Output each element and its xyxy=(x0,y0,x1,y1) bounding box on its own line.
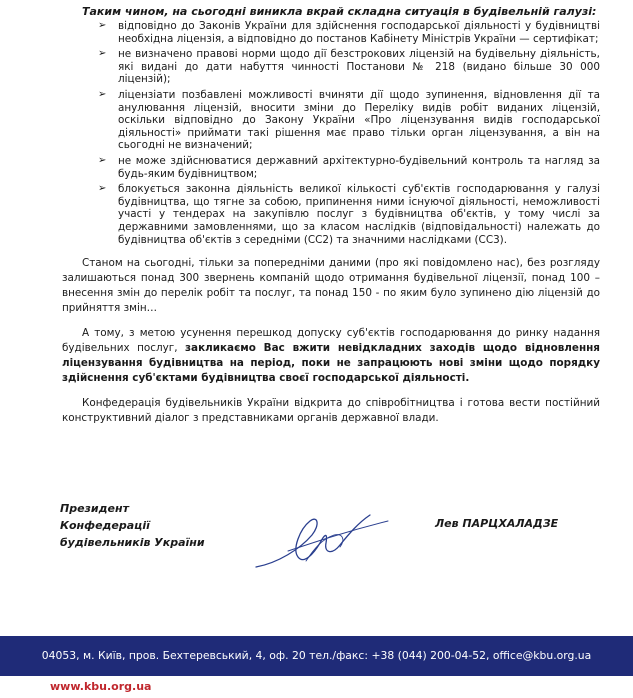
appeal-bold-text: закликаємо Вас вжити невідкладних заходів щодо відновлення ліцензування будівництва на період, поки не запрацюють нові зміни щодо порядку здійснення суб'єктами будівництва своєї господарської діяльності. xyxy=(62,342,600,385)
signatory-name: Лев ПАРЦХАЛАДЗЕ xyxy=(435,517,559,530)
footer-contacts-text: 04053, м. Київ, пров. Бехтеревський, 4, оф. 20 тел./факс: +38 (044) 200-04-52, office@kbu.org.ua xyxy=(41,649,592,662)
list-item-text: не може здійснюватися державний архітектурно-будівельний контроль та нагляд за будь-яким будівництвом; xyxy=(118,154,600,180)
list-item-text: ліцензіати позбавлені можливості вчиняти дії щодо зупинення, відновлення дії та анулювання ліцензій, вносити зміни до Переліку видів робіт виданих ліцензій, оскільки відповідно до Закону України «Про ліцензування видів господарської діяльності» приймати такі рішення має право тільки орган ліцензування, а він на сьогодні не визначений; xyxy=(118,88,600,152)
list-item-text: відповідно до Законів України для здійснення господарської діяльності у будівництві необхідна ліцензія, а відповідно до постанов Кабінету Міністрів України — сертифікат; xyxy=(118,20,600,45)
arrow-right-bullet-icon: ➢ xyxy=(98,154,107,166)
letter-body xyxy=(62,4,600,426)
signatory-title-line: Конфедерації xyxy=(60,519,150,532)
list-item-text: не визначено правові норми щодо дії безстрокових ліцензій на будівельну діяльність, які видані до дати набуття чинності Постанови № 218 (видано більше 30 000 ліцензій); xyxy=(118,48,600,86)
list-item xyxy=(62,155,600,180)
list-item-text: блокується законна діяльність великої кількості суб'єктів господарювання у галузі будівництва, що тягне за собою, припинення ними існуючої діяльності, неможливості участі у тендерах на закупівлю послуг з будівництва об'єктів, у тому числі за державними замовленнями, що за класом наслідків (відповідальності) належать до будівництва об'єктів з середніми (СС2) та значними наслідками (СС3). xyxy=(118,183,600,246)
footer-contacts-bar xyxy=(0,636,633,676)
situation-heading: Таким чином, на сьогодні виникла вкрай складна ситуація в будівельній галузі: xyxy=(82,5,597,18)
appeal-lead-text: А тому, з метою усунення перешкод допуску суб'єктів господарювання до ринку надання будівельних послуг, xyxy=(62,327,600,355)
arrow-right-bullet-icon: ➢ xyxy=(98,48,107,60)
website-link[interactable]: www.kbu.org.ua xyxy=(50,680,152,693)
appeal-paragraph xyxy=(62,326,600,386)
arrow-right-bullet-icon: ➢ xyxy=(98,20,107,31)
signatory-title-line: будівельників України xyxy=(60,536,205,549)
current-status-paragraph: Станом на сьогодні, тільки за попередніми даними (про які повідомлено нас), без розгляду залишаються понад 300 звернень компаній щодо отримання будівельної ліцензії, понад 100 – внесення змін до перелік робіт та послуг, та понад 150 - по яким було зупинено дію ліцензій до прийняття змін… xyxy=(62,257,600,315)
list-item xyxy=(62,20,600,45)
list-item xyxy=(62,89,600,152)
signatory-title-line: Президент xyxy=(60,502,129,515)
list-item xyxy=(62,183,600,246)
arrow-right-bullet-icon: ➢ xyxy=(98,183,107,195)
closing-paragraph: Конфедерація будівельників України відкрита до співробітництва і готова вести постійний конструктивний діалог з представниками органів державної влади. xyxy=(62,397,600,425)
situation-list xyxy=(62,20,600,246)
signatory-title xyxy=(60,500,205,551)
handwritten-signature-icon xyxy=(248,505,398,577)
list-item xyxy=(62,48,600,86)
arrow-right-bullet-icon: ➢ xyxy=(98,88,107,100)
